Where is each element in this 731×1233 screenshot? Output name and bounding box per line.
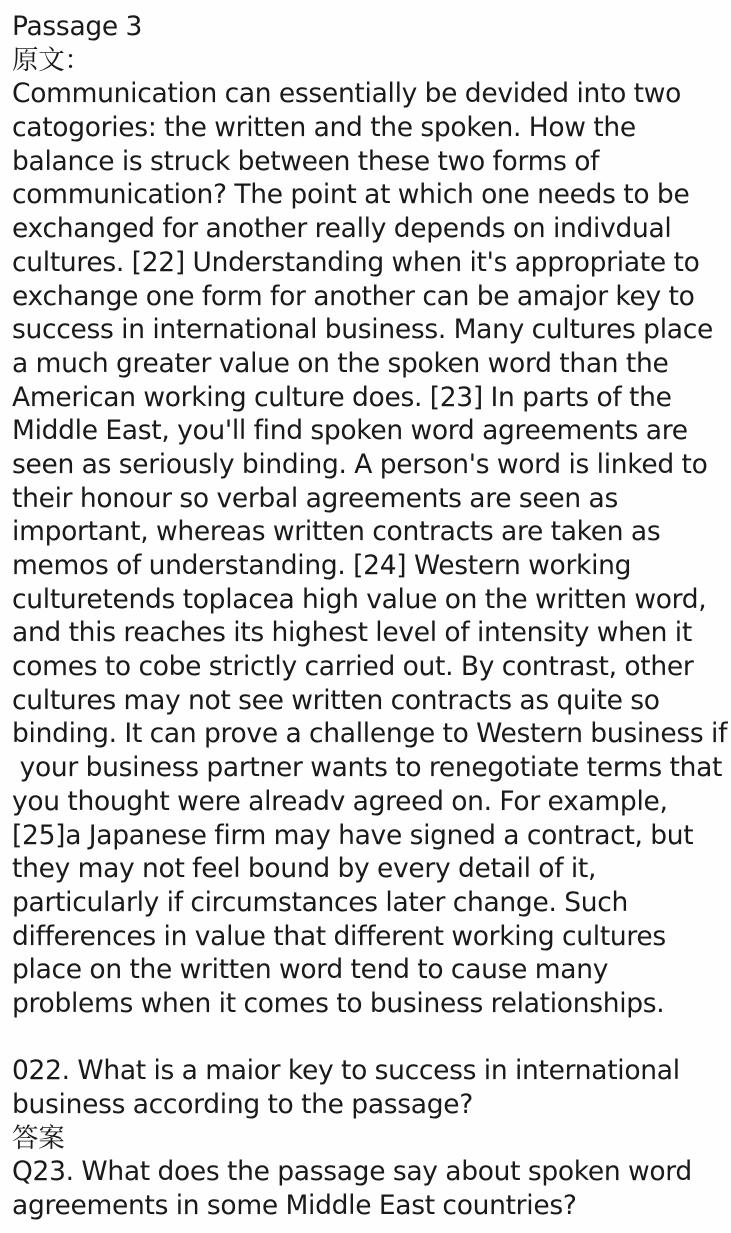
question-22 xyxy=(12,1054,727,1121)
passage-body xyxy=(12,77,727,1020)
passage-title: Passage 3 xyxy=(12,11,143,42)
passage-line: you thought were alreadv agreed on. For example, xyxy=(12,785,668,817)
passage-line: your business partner wants to renegotiate terms that xyxy=(12,752,723,784)
passage-line: cultures may not see written contracts as quite so xyxy=(12,684,660,716)
passage-line: [25]a Japanese firm may have signed a contract, but xyxy=(12,819,694,851)
question-line: 022. What is a maior key to success in international xyxy=(12,1055,680,1087)
passage-line: important, whereas written contracts are taken as xyxy=(12,516,661,548)
passage-line: a much greater value on the spoken word than the xyxy=(12,347,669,379)
question-line: agreements in some Middle East countries? xyxy=(12,1190,577,1222)
document-content xyxy=(12,10,727,1223)
passage-line: problems when it comes to business relationships. xyxy=(12,987,665,1019)
passage-line: American working culture does. [23] In parts of the xyxy=(12,381,672,413)
passage-line: place on the written word tend to cause many xyxy=(12,954,609,986)
passage-line: comes to cobe strictly carried out. By contrast, other xyxy=(12,651,694,683)
passage-line: particularly if circumstances later change. Such xyxy=(12,886,628,918)
passage-line: they may not feel bound by every detail of it, xyxy=(12,853,597,885)
passage-line: binding. It can prove a challenge to Western business if xyxy=(12,718,728,750)
passage-line: exchange one form for another can be amajor key to xyxy=(12,280,695,312)
passage-line: catogories: the written and the spoken. How the xyxy=(12,112,636,144)
passage-line: and this reaches its highest level of intensity when it xyxy=(12,617,692,649)
section-spacer xyxy=(12,1021,727,1055)
passage-line: exchanged for another really depends on indivdual xyxy=(12,213,672,245)
question-line: Q23. What does the passage say about spoken word xyxy=(12,1156,692,1188)
passage-line: balance is struck between these two forms of xyxy=(12,145,600,177)
passage-line: Communication can essentially be devided into two xyxy=(12,78,682,110)
passage-line: memos of understanding. [24] Western working xyxy=(12,550,632,581)
passage-line: communication? The point at which one needs to be xyxy=(12,179,690,211)
passage-line: their honour so verbal agreements are seen as xyxy=(12,482,618,514)
passage-line: differences in value that different working cultures xyxy=(12,920,666,952)
passage-line: success in international business. Many cultures place xyxy=(12,314,713,346)
question-23 xyxy=(12,1155,727,1222)
passage-line: seen as seriously binding. A person's word is linked to xyxy=(12,448,708,480)
original-label: 原文： xyxy=(12,44,91,76)
answer-label: 答案 xyxy=(12,1122,65,1154)
passage-line: cultures. [22] Understanding when it's appropriate to xyxy=(12,246,700,278)
question-line: business according to the passage? xyxy=(12,1089,474,1120)
passage-line: Middle East, you'll find spoken word agreements are xyxy=(12,415,688,447)
passage-line: culturetends toplacea high value on the written word, xyxy=(12,583,707,615)
